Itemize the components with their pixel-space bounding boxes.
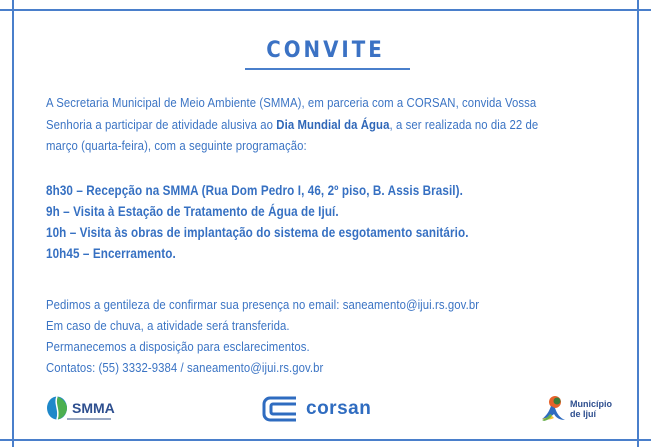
smma-drop-icon bbox=[46, 396, 68, 420]
closing-line: Em caso de chuva, a atividade será transferida. bbox=[46, 318, 290, 333]
closing-line: Contatos: (55) 3332-9384 / saneamento@ijui.rs.gov.br bbox=[46, 360, 324, 375]
title-underline bbox=[245, 68, 410, 70]
corsan-logo-text: corsan bbox=[306, 398, 372, 419]
intro-line-2-post: , a ser realizada no dia 22 de bbox=[389, 116, 539, 132]
intro-line-3: março (quarta-feira), com a seguinte programação: bbox=[46, 138, 307, 153]
schedule-item: 10h45 – Encerramento. bbox=[46, 246, 176, 261]
page-title: CONVITE bbox=[266, 38, 385, 63]
ijui-logo-text bbox=[566, 399, 612, 419]
event-name: Dia Mundial da Água bbox=[276, 116, 390, 132]
smma-logo-subtitle bbox=[67, 418, 111, 420]
smma-logo bbox=[46, 396, 115, 420]
intro-line-1: A Secretaria Municipal de Meio Ambiente (SMMA), em parceria com a CORSAN, convida Vossa bbox=[46, 95, 537, 110]
municipio-ijui-logo bbox=[540, 394, 612, 424]
frame-bottom-line bbox=[0, 439, 651, 441]
frame-left-line bbox=[12, 0, 14, 447]
closing-line: Permanecemos a disposição para esclarecimentos. bbox=[46, 339, 310, 354]
closing-paragraph bbox=[46, 294, 639, 378]
ijui-emblem-icon bbox=[540, 394, 566, 424]
corsan-logo bbox=[262, 396, 371, 422]
ijui-logo-line-2: de Ijuí bbox=[570, 409, 597, 419]
intro-line-2-pre: Senhoria a participar de atividade alusiva ao bbox=[46, 116, 277, 132]
schedule-list bbox=[46, 180, 639, 264]
schedule-item: 10h – Visita às obras de implantação do sistema de esgotamento sanitário. bbox=[46, 225, 469, 240]
logo-bar bbox=[0, 394, 651, 430]
ijui-logo-line-1: Município bbox=[570, 399, 612, 409]
intro-paragraph bbox=[46, 92, 639, 157]
corsan-c-icon bbox=[262, 396, 298, 422]
frame-top-line bbox=[0, 9, 651, 11]
intro-line-2 bbox=[46, 114, 639, 136]
schedule-item: 8h30 – Recepção na SMMA (Rua Dom Pedro I, 46, 2º piso, B. Assis Brasil). bbox=[46, 183, 463, 198]
schedule-item: 9h – Visita à Estação de Tratamento de Água de Ijuí. bbox=[46, 204, 339, 219]
smma-logo-text: SMMA bbox=[72, 400, 115, 416]
closing-line: Pedimos a gentileza de confirmar sua presença no email: saneamento@ijui.rs.gov.br bbox=[46, 297, 480, 312]
